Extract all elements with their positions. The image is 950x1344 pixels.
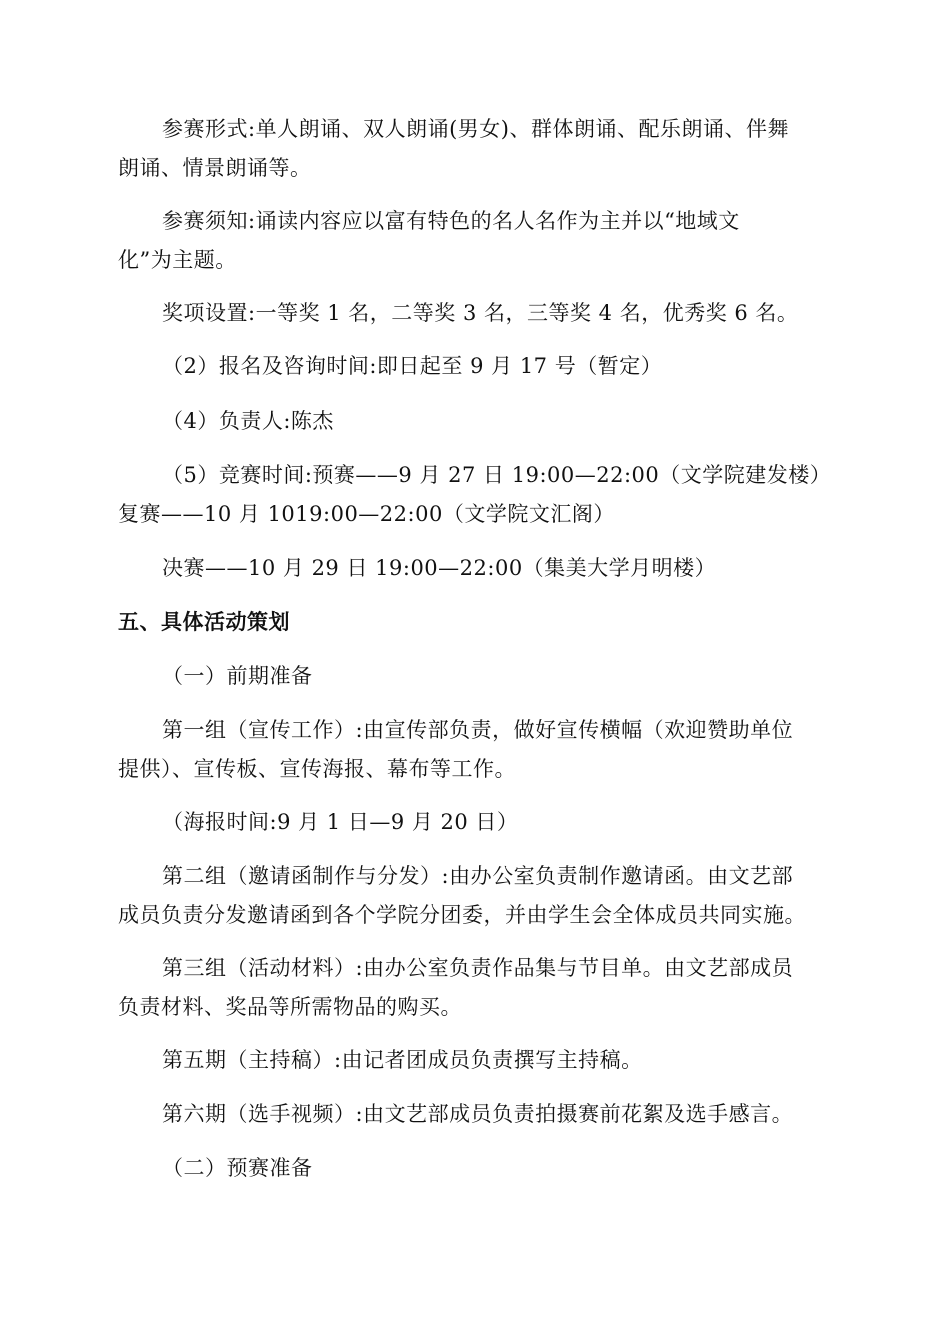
text-line: 奖项设置:一等奖 1 名，二等奖 3 名，三等奖 4 名，优秀奖 6 名。 xyxy=(162,301,799,325)
text-line: 第五期（主持稿）:由记者团成员负责撰写主持稿。 xyxy=(162,1048,643,1072)
text-line: 化”为主题。 xyxy=(118,248,237,272)
text-line: （4）负责人:陈杰 xyxy=(162,409,334,433)
text-line: 第一组（宣传工作）:由宣传部负责，做好宣传横幅（欢迎赞助单位 xyxy=(162,718,794,742)
text-line: （海报时间:9 月 1 日—9 月 20 日） xyxy=(162,810,519,834)
text-line: 成员负责分发邀请函到各个学院分团委，并由学生会全体成员共同实施。 xyxy=(118,903,806,927)
text-line: 提供）、宣传板、宣传海报、幕布等工作。 xyxy=(118,757,516,781)
text-line: （5）竞赛时间:预赛——9 月 27 日 19:00—22:00（文学院建发楼） xyxy=(162,463,832,487)
text-line: 参赛须知:诵读内容应以富有特色的名人名作为主并以“地域文 xyxy=(162,209,740,233)
text-line: （2）报名及咨询时间:即日起至 9 月 17 号（暂定） xyxy=(162,354,663,378)
text-line: 复赛——10 月 1019:00—22:00（文学院文汇阁） xyxy=(118,502,615,526)
text-line: 第三组（活动材料）:由办公室负责作品集与节目单。由文艺部成员 xyxy=(162,956,794,980)
text-line: 负责材料、奖品等所需物品的购买。 xyxy=(118,995,462,1019)
text-line: 朗诵、情景朗诵等。 xyxy=(118,156,312,180)
text-line: 第二组（邀请函制作与分发）:由办公室负责制作邀请函。由文艺部 xyxy=(162,864,794,888)
section-heading: 五、具体活动策划 xyxy=(118,610,290,634)
text-line: 参赛形式:单人朗诵、双人朗诵(男女)、群体朗诵、配乐朗诵、伴舞 xyxy=(162,117,789,141)
text-line: 决赛——10 月 29 日 19:00—22:00（集美大学月明楼） xyxy=(162,556,717,580)
text-line: 第六期（选手视频）:由文艺部成员负责拍摄赛前花絮及选手感言。 xyxy=(162,1102,794,1126)
subsection-heading: （二）预赛准备 xyxy=(162,1156,313,1180)
subsection-heading: （一）前期准备 xyxy=(162,664,313,688)
